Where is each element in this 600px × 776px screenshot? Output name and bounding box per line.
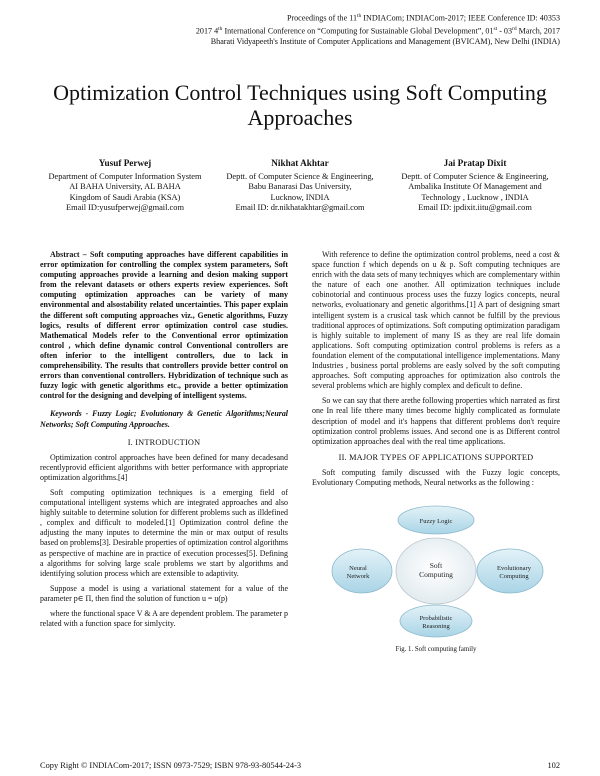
fuzzy-logic-label: Fuzzy Logic	[419, 518, 453, 526]
author-name: Nikhat Akhtar	[271, 158, 329, 168]
page-number: 102	[547, 761, 560, 770]
author-email[interactable]: Email ID: jpdixit.iitu@gmail.com	[418, 203, 532, 213]
probabilistic-label-2: Reasoning	[422, 623, 450, 631]
author-dept: Deptt. of Computer Science & Engineering,	[226, 171, 374, 181]
intro-paragraph-4: where the functional space V & A are dependent problem. The parameter p related with a function space for simlycity.	[40, 609, 288, 629]
figure-caption: Fig. 1. Soft computing family	[395, 646, 477, 654]
proceedings-header	[40, 11, 560, 48]
author-3	[390, 158, 560, 214]
right-column	[312, 250, 560, 660]
author-2	[215, 158, 385, 214]
intro-paragraph-2: Soft computing optimization techniques is a emerging field of computational intelligent systems which are integrated approaches and also highly suitable to determine solution for different problems such as illdefined , complex and difficult to modeled.[1] Optimization control define the adjusting the many inputes to determine the min or max output of results based on problems[3]. Desirable properties of optimization control algorithms as perspective of machine are in practice of execution processes[5]. Defining a algorithms for solving large scale problems we start by algorithms and identifying solution process which are extensible to adaptivity.	[40, 487, 288, 578]
author-place: Lucknow, INDIA	[270, 192, 330, 202]
author-1	[40, 158, 210, 214]
right-paragraph-1: With reference to define the optimization control problems, need a cost & space function f which depends on u & p. Soft computing techniques are enrich with the data sets of many techniqyes which are complementary within the nature of each one another. All optimization techniques include cobinotorial and continuous process uses the fuzzy logics concepts, neural networks, evoluationary and genetic algorithms.[1] A part of designing smart intelligent system is a crusical task which cannot be fulfill by the previous traditional approces of optimizations. Soft computing optimization paradigam is highly suitable to implement of many IS as they are real life domain applications. Soft computing optimization control problems is refers as a foundation element of the computational intelligence implementations. Many Industries , business portal problems are easly solved by the soft computing approaches. Soft computing approaches for optimization also controls the several problems which are highly complex and deficult to define.	[312, 250, 560, 391]
abstract: Abstract – Soft computing approaches have different capabilities in error optimization for controlling the complex system parameters, Soft computing approaches provide a learning and desion making support from the relevant datasets or others experts review experiences. Soft computing optimization approaches can be variety of many environmental and alsostability related uncertainties. This paper explain the different soft computing approaches viz., Genetic algorithms, Fuzzy logics, results of different error optimization control case studies. Mathematical Models refer to the Conventional error optimization control , which define dynamic control Conventional controllers are often inferior to the intelligent controllers, due to lack in comprehensibility. The results that controllers provide better control on errors than conventional controllers. Hybridization of technique such as fuzzy logic with genetic algorithms etc., provide a better optimization control for the designing and develping of intelligent systems.	[40, 250, 288, 401]
author-dept: Department of Computer Information System	[48, 171, 202, 181]
section-heading-introduction: I. INTRODUCTION	[127, 437, 201, 447]
author-email[interactable]: Email ID: dr.nikhatakhtar@gmail.com	[235, 203, 365, 213]
left-column	[40, 250, 288, 634]
soft-computing-diagram	[326, 493, 546, 643]
author-email[interactable]: Email ID:yusufperwej@gmail.com	[66, 203, 184, 213]
author-org: Babu Banarasi Das University,	[248, 182, 352, 192]
header-line-3: Bharati Vidyapeeth's Institute of Computer Applications and Management (BVICAM), New Delhi (INDIA)	[210, 37, 560, 47]
intro-paragraph-3: Suppose a model is using a variational statement for a value of the parameter p∈ Π, then find the solution of function u = u(p)	[40, 583, 288, 603]
author-org: Ambalika Institute Of Management and	[408, 182, 542, 192]
evolutionary-label-2: Computing	[499, 573, 529, 581]
center-label-2: Computing	[419, 570, 453, 580]
author-name: Jai Pratap Dixit	[443, 158, 507, 168]
right-paragraph-2: So we can say that there arethe following properties which narrated as first one In real life tthere many times become highly complicated as formulate description of model and it's happens that different problems don't require optimization control problems issues. And second one is as Different control optimization approaches deal with the real time applications.	[312, 396, 560, 446]
keywords: Keywords - Fuzzy Logic; Evolutionary & Genetic Algorithms;Neural Networks; Soft Computing Approaches.	[40, 409, 288, 429]
author-place: Technology , Lucknow , INDIA	[421, 192, 529, 202]
header-line-2: 2017 4th International Conference on “Computing for Sustainable Global Development”, 01st - 03rd March, 2017	[195, 26, 560, 36]
center-label-1: Soft	[429, 561, 443, 571]
right-paragraph-3: Soft computing family discussed with the Fuzzy logic concepts, Evolutionary Computing methods, Neural networks as the following :	[312, 467, 560, 487]
copyright-text: Copy Right © INDIACom-2017; ISSN 0973-7529; ISBN 978-93-80544-24-3	[40, 761, 302, 770]
author-place: Kingdom of Saudi Arabia (KSA)	[69, 192, 181, 202]
neural-label-2: Network	[346, 573, 370, 581]
neural-label-1: Neural	[349, 565, 367, 573]
author-dept: Deptt. of Computer Science & Engineering,	[401, 171, 549, 181]
author-org: AI BAHA University, AL BAHA	[69, 182, 181, 192]
probabilistic-label-1: Probabilistic	[419, 615, 453, 623]
soft-computing-figure	[326, 493, 546, 643]
author-name: Yusuf Perwej	[98, 158, 152, 168]
paper-title: Optimization Control Techniques using Soft Computing Approaches	[53, 80, 547, 130]
header-line-1: Proceedings of the 11th INDIACom; INDIACom-2017; IEEE Conference ID: 40353	[286, 13, 560, 23]
evolutionary-label-1: Evolutionary	[497, 565, 531, 573]
intro-paragraph-1: Optimization control approaches have been defined for many decadesand recentlyprovid efficient algorithms with better performance with appropriate optimization algorithms.[4]	[40, 452, 288, 482]
section-heading-applications: II. MAJOR TYPES OF APPLICATIONS SUPPORTED	[338, 452, 534, 462]
